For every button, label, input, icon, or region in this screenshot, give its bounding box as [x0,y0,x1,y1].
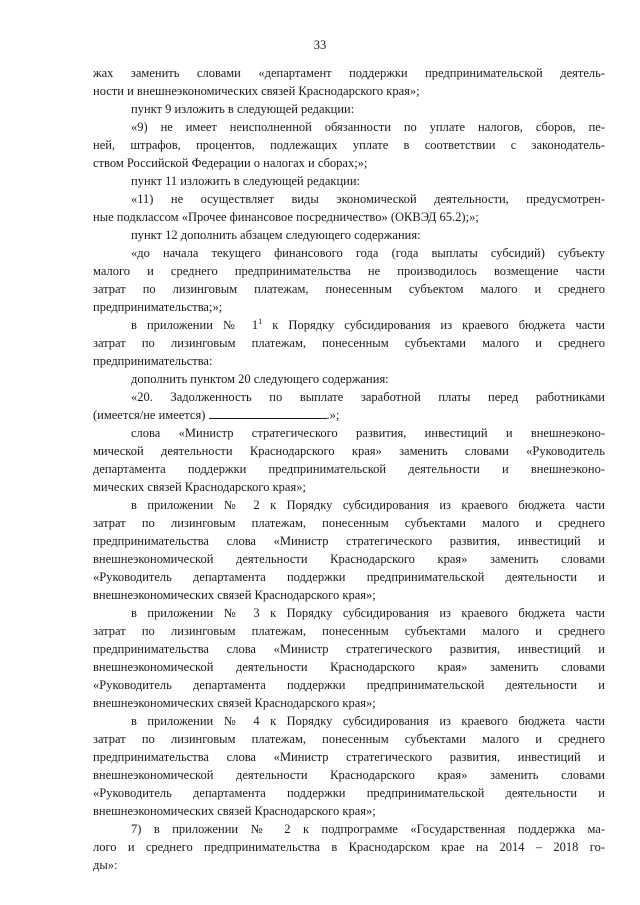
text-line: 7) в приложении № 2 к подпрограмме «Государственная поддержка ма- [131,822,605,836]
text-line: «Руководитель департамента поддержки предпринимательской деятельности и [93,786,605,800]
text-line: внешнеэкономической деятельности Краснодарского края» заменить словами [93,660,605,674]
text-line: пункт 11 изложить в следующей редакции: [131,174,360,188]
text-line: «Руководитель департамента поддержки предпринимательской деятельности и [93,678,605,692]
text-line: в приложении № 2 к Порядку субсидирования из краевого бюджета части [131,498,605,512]
text-line: предпринимательства: [93,354,213,368]
text-line: ные подклассом «Прочее финансовое посредничество» (ОКВЭД 65.2);»; [93,210,479,224]
superscript: 1 [258,317,263,326]
text-line: дополнить пунктом 20 следующего содержания: [131,372,389,386]
text-line: затрат по лизинговым платежам, понесенным субъектами малого и среднего [93,336,605,350]
text-fragment: в приложении № 1 [131,318,259,332]
text-line: внешнеэкономических связей Краснодарского края»; [93,804,376,818]
text-line: затрат по лизинговым платежам, понесенным субъектами малого и среднего [93,732,605,746]
text-line: мической деятельности Краснодарского края» заменить словами «Руководитель [93,444,605,458]
text-line: мических связей Краснодарского края»; [93,480,306,494]
text-line: внешнеэкономической деятельности Краснодарского края» заменить словами [93,768,605,782]
text-line [93,408,605,423]
text-line: внешнеэкономических связей Краснодарского края»; [93,696,376,710]
text-line: пункт 12 дополнить абзацем следующего содержания: [131,228,421,242]
text-line: предпринимательства слова «Министр стратегического развития, инвестиций и [93,534,605,548]
text-line: ством Российской Федерации о налогах и сборах;»; [93,156,368,170]
blank-fill-line [209,408,327,419]
text-line: ды»: [93,858,118,872]
text-line: департамента поддержки предпринимательской деятельности и внешнеэконо- [93,462,605,476]
text-line: предпринимательства слова «Министр стратегического развития, инвестиций и [93,642,605,656]
text-line: «до начала текущего финансового года (года выплаты субсидий) субъекту [131,246,605,260]
text-line: лого и среднего предпринимательства в Краснодарском крае на 2014 – 2018 го- [93,840,605,854]
text-line: пункт 9 изложить в следующей редакции: [131,102,355,116]
text-line: «9) не имеет неисполненной обязанности по уплате налогов, сборов, пе- [131,120,605,134]
text-line: затрат по лизинговым платежам, понесенным субъектами малого и среднего [93,516,605,530]
text-line: внешнеэкономических связей Краснодарского края»; [93,588,376,602]
text-line: в приложении № 4 к Порядку субсидирования из краевого бюджета части [131,714,605,728]
text-line: «11) не осуществляет виды экономической деятельности, предусмотрен- [131,192,605,206]
text-line: затрат по лизинговым платежам, понесенным субъектами малого и среднего [93,624,605,638]
text-line: ней, штрафов, процентов, подлежащих уплате в соответствии с законодатель- [93,138,605,152]
text-fragment: .»; [326,408,340,422]
text-line: в приложении № 3 к Порядку субсидирования из краевого бюджета части [131,606,605,620]
text-line: внешнеэкономической деятельности Краснодарского края» заменить словами [93,552,605,566]
text-line: ности и внешнеэкономических связей Краснодарского края»; [93,84,420,98]
text-line: предпринимательства слова «Министр стратегического развития, инвестиций и [93,750,605,764]
text-line: жах заменить словами «департамент поддержки предпринимательской деятель- [93,66,605,80]
text-line: слова «Министр стратегического развития, инвестиций и внешнеэконо- [131,426,605,440]
text-fragment: (имеется/не имеется) [93,408,206,422]
text-line [131,318,605,333]
text-line: «20. Задолженность по выплате заработной платы перед работниками [131,390,605,404]
text-line: «Руководитель департамента поддержки предпринимательской деятельности и [93,570,605,584]
text-line: затрат по лизинговым платежам, понесенным субъектом малого и среднего [93,282,605,296]
text-line: малого и среднего предпринимательства не производилось возмещение части [93,264,605,278]
text-fragment: к Порядку субсидирования из краевого бюджета части [262,318,605,332]
text-line: предпринимательства;»; [93,300,223,314]
page-number: 33 [313,38,327,52]
